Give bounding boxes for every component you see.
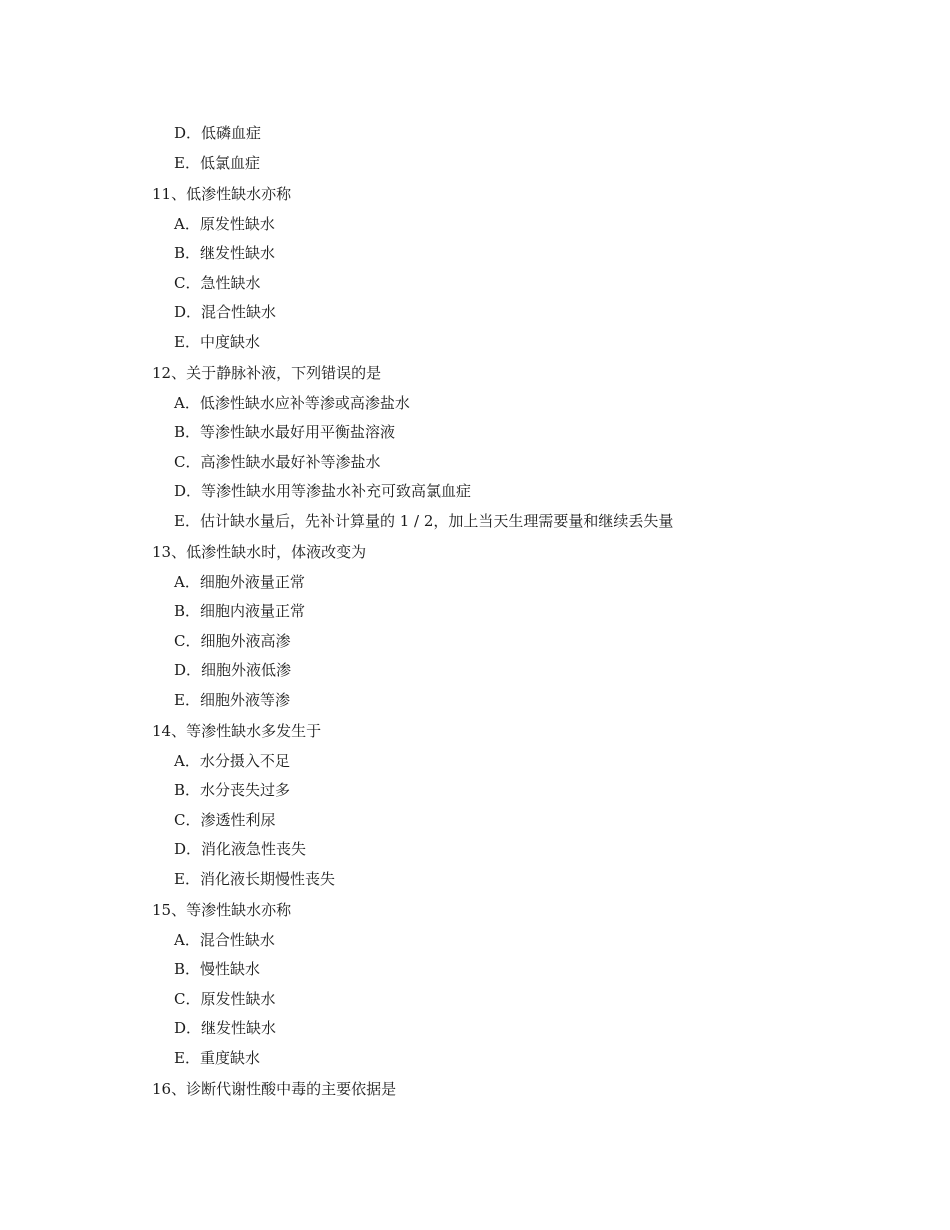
question-12-option-a: A．低渗性缺水应补等渗或高渗盐水 (174, 393, 410, 412)
question-15-option-c: C．原发性缺水 (174, 989, 276, 1008)
question-11-option-e: E．中度缺水 (174, 332, 260, 351)
question-11-option-d: D．混合性缺水 (174, 303, 277, 321)
question-12-option-e: E．估计缺水量后，先补计算量的 1 / 2，加上当天生理需要量和继续丢失量 (174, 511, 674, 530)
question-13-option-b: B．细胞内液量正常 (174, 602, 306, 620)
question-11-option-a: A．原发性缺水 (174, 214, 275, 233)
question-13-option-c: C．细胞外液高渗 (174, 631, 291, 650)
question-15-option-b: B．慢性缺水 (174, 960, 261, 978)
question-11-option-c: C．急性缺水 (174, 273, 261, 292)
question-14-stem: 14、等渗性缺水多发生于 (152, 722, 322, 740)
question-13-stem: 13、低渗性缺水时，体液改变为 (152, 543, 367, 561)
question-13-option-a: A．细胞外液量正常 (174, 572, 305, 591)
question-14-option-a: A．水分摄入不足 (174, 751, 290, 770)
question-13-option-d: D．细胞外液低渗 (174, 661, 292, 679)
question-15-option-e: E．重度缺水 (174, 1048, 260, 1067)
question-11-option-b: B．继发性缺水 (174, 244, 276, 262)
question-12-option-b: B．等渗性缺水最好用平衡盐溶液 (174, 423, 396, 441)
question-14-option-b: B．水分丧失过多 (174, 781, 291, 799)
question-12-option-c: C．高渗性缺水最好补等渗盐水 (174, 452, 381, 471)
question-15-option-a: A．混合性缺水 (174, 930, 275, 949)
question-14-option-c: C．渗透性利尿 (174, 810, 276, 829)
question-15-option-d: D．继发性缺水 (174, 1019, 277, 1037)
question-16-stem: 16、诊断代谢性酸中毒的主要依据是 (152, 1080, 397, 1098)
question-12-stem: 12、关于静脉补液，下列错误的是 (152, 364, 382, 382)
question-11-stem: 11、低渗性缺水亦称 (152, 185, 292, 203)
question-15-stem: 15、等渗性缺水亦称 (152, 901, 292, 919)
question-14-option-e: E．消化液长期慢性丧失 (174, 869, 335, 888)
question-list (152, 119, 872, 1105)
question-12-option-d: D．等渗性缺水用等渗盐水补充可致高氯血症 (174, 482, 472, 500)
question-10-option-e: E．低氯血症 (174, 153, 260, 172)
question-14-option-d: D．消化液急性丧失 (174, 840, 307, 858)
question-13-option-e: E．细胞外液等渗 (174, 690, 290, 709)
question-10-option-d: D．低磷血症 (174, 124, 262, 142)
